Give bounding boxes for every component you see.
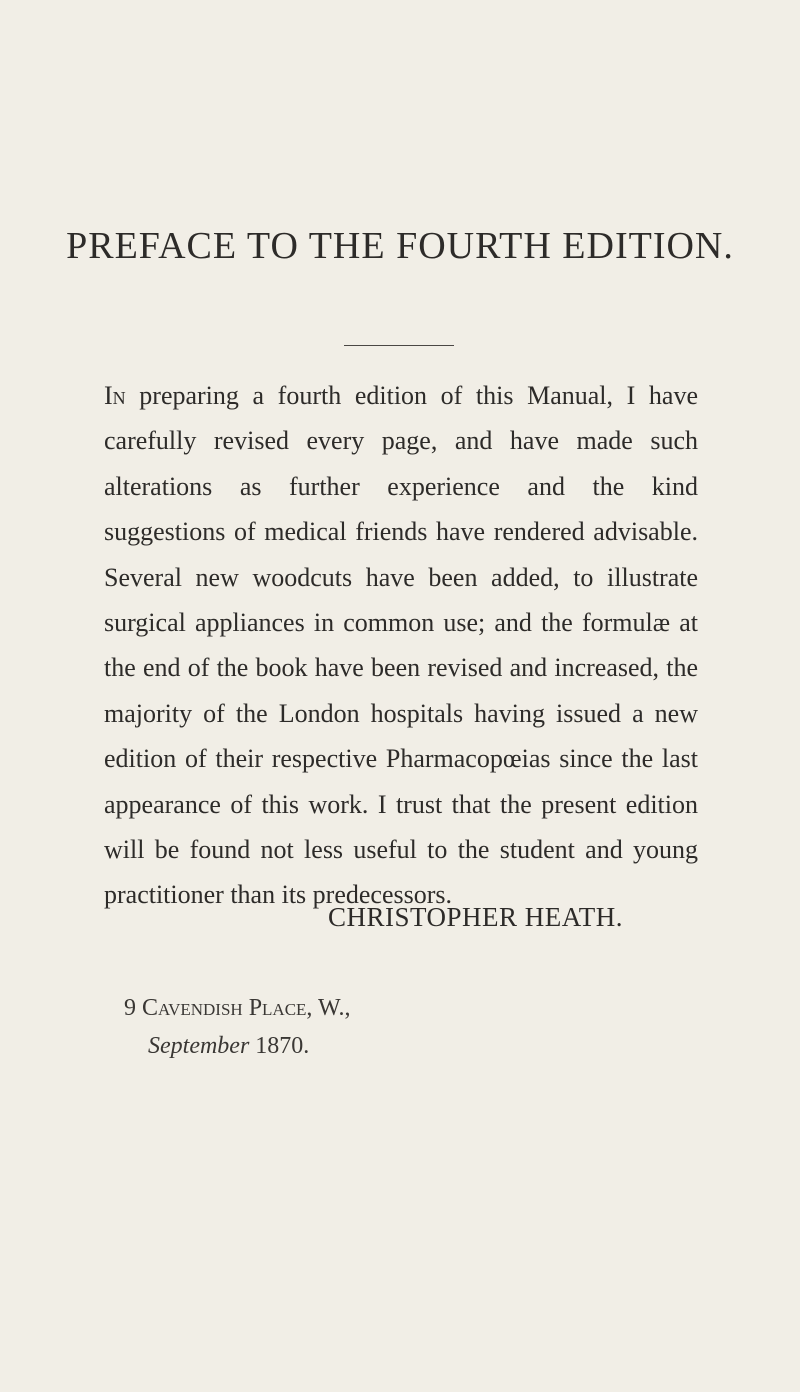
preface-date [148, 1030, 309, 1062]
date-year: 1870. [249, 1033, 310, 1059]
paragraph-text: preparing a fourth edition of this Manual, I have carefully revised every page, and have made such alterations as further experience and the kind suggestions of medical friends have rendered advisable. Several new woodcuts have been added, to illustrate surgical appliances in common use; and the formulæ at the end of the book have been revised and increased, the majority of the London hospitals having issued a new edition of their respective Pharmacopœias since the last appearance of this work. I trust that the present edition will be found not less useful to the student and young practitioner than its predecessors. [104, 381, 698, 910]
date-month: September [148, 1033, 250, 1059]
paragraph-lead-word: In [104, 381, 126, 410]
author-address: 9 Cavendish Place, W., [124, 995, 351, 1021]
page-title: PREFACE TO THE FOURTH EDITION. [66, 225, 734, 267]
preface-paragraph [104, 373, 698, 918]
title-divider [344, 345, 454, 346]
author-signature: CHRISTOPHER HEATH. [328, 902, 624, 932]
